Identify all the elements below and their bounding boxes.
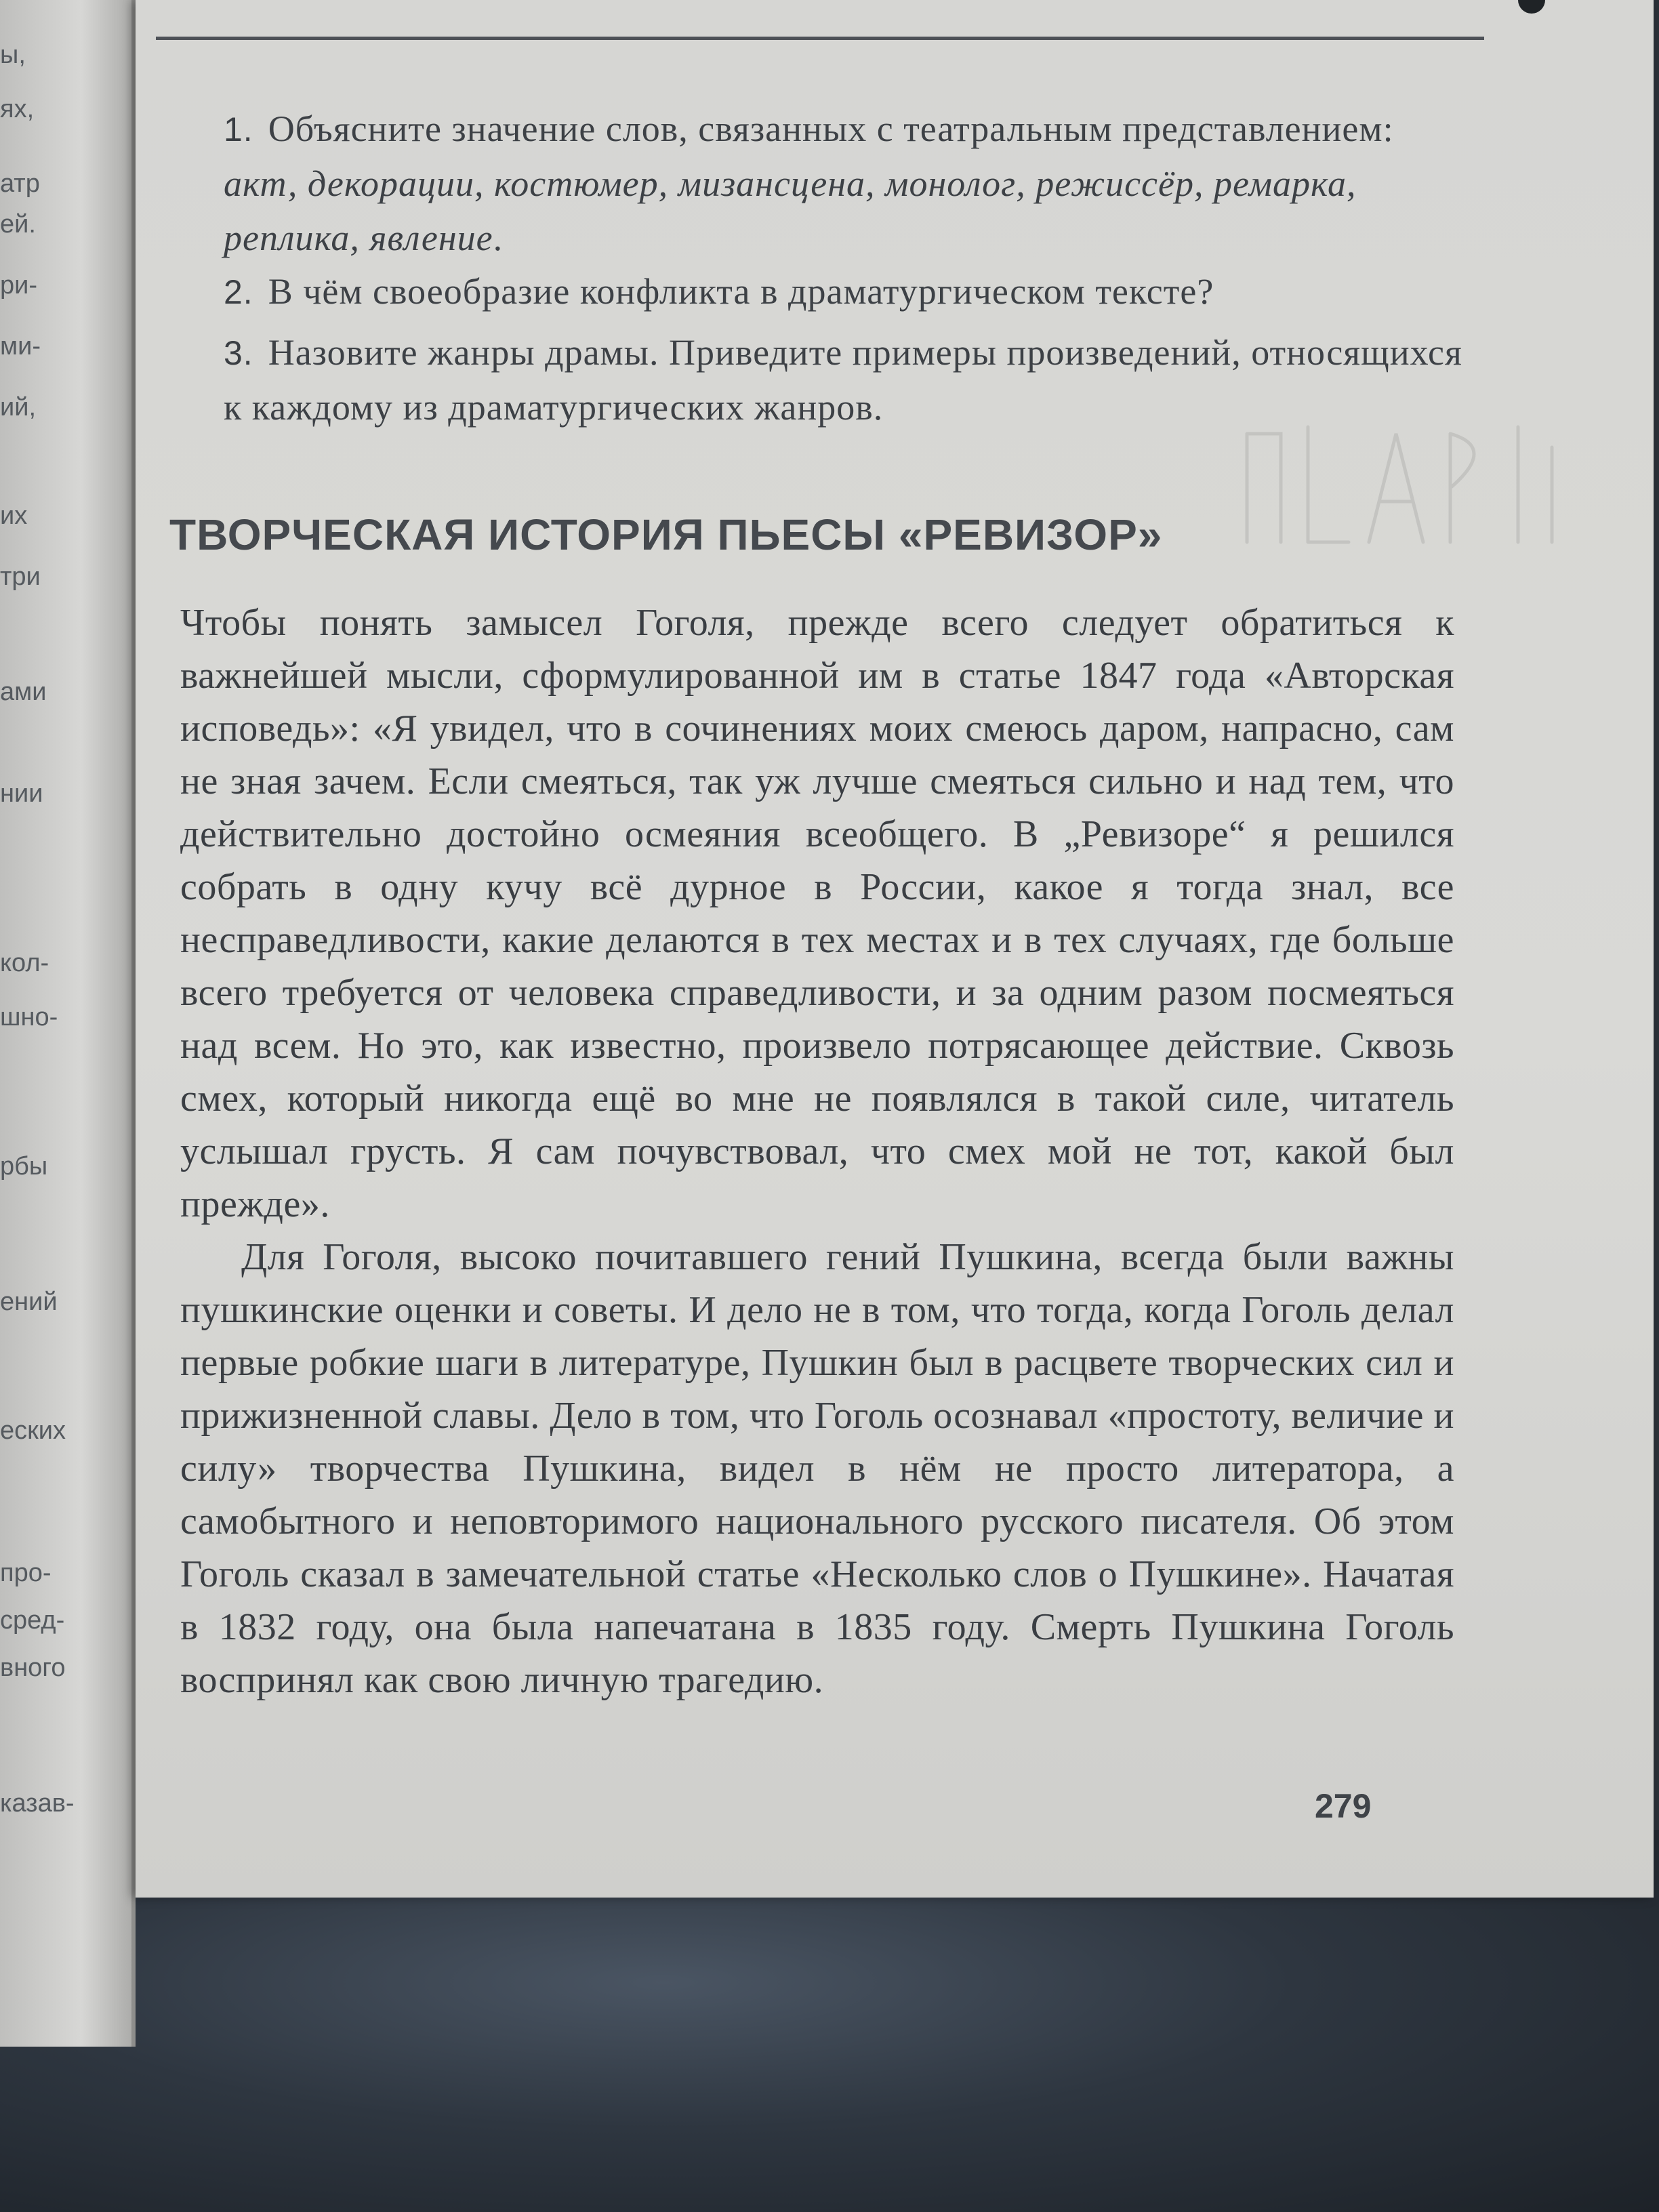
paragraph: Чтобы понять замысел Гоголя, прежде всего следует обратиться к важнейшей мысли, сформулированной им в статье 1847 года «Авторская исповедь»: «Я увидел, что в сочинениях моих смеюсь даром, напрасно, сам не зная зачем. Если смеяться, так уж лучше смеяться сильно и над тем, что действительно достойно осмеяния всеобщего. В „Ревизоре“ я решился собрать в одну кучу всё дурное в России, какое я тогда знал, все несправедливости, какие делаются в тех местах и в тех случаях, где больше всего требуется от человека справедливости, и за одним разом посмеяться над всем. Но это, как известно, произвело потрясающее действие. Сквозь смех, который никогда ещё во мне не появлялся в такой силе, читатель услышал грусть. Я сам почувствовал, что смех мой не тот, какой был прежде». [180, 602, 1454, 1225]
left-fragment: ей. [0, 210, 36, 239]
left-fragment: ий, [0, 393, 37, 422]
question-number: 2. [224, 273, 253, 311]
left-fragment: ений [0, 1288, 58, 1316]
left-fragment: их [0, 501, 28, 530]
question-text: В чём своеобразие конфликта в драматургическом тексте? [268, 271, 1214, 312]
left-fragment: нии [0, 779, 43, 808]
question-2 [224, 264, 1477, 319]
question-tail: . [493, 218, 504, 258]
left-fragment: ы, [0, 41, 26, 69]
page-number: 279 [1315, 1787, 1372, 1825]
left-fragment: рбы [0, 1152, 48, 1181]
top-edge-mark [1518, 0, 1545, 14]
previous-page-edge [0, 0, 136, 2047]
left-fragment: три [0, 562, 41, 591]
top-rule [156, 37, 1484, 40]
left-fragment: ри- [0, 271, 38, 300]
question-text: Назовите жанры драмы. Приведите примеры произведений, относящихся к каждому из драматургических жанров. [224, 332, 1462, 428]
question-text: Объясните значение слов, связанных с театральным представлением: [268, 108, 1394, 149]
question-1 [224, 102, 1477, 265]
left-fragment: атр [0, 169, 40, 198]
left-fragment: кол- [0, 949, 49, 977]
book-page [136, 0, 1654, 1898]
left-fragment: сред- [0, 1606, 65, 1635]
main-text [180, 596, 1454, 1706]
left-fragment: еских [0, 1416, 66, 1445]
left-fragment: вного [0, 1654, 66, 1682]
left-fragment: ях, [0, 95, 35, 123]
paragraph: Для Гоголя, высоко почитавшего гений Пушкина, всегда были важны пушкинские оценки и советы. И дело не в том, что тогда, когда Гоголь делал первые робкие шаги в литературе, Пушкин был в расцвете творческих сил и прижизненной славы. Дело в том, что Гоголь осознавал «простоту, величие и силу» творчества Пушкина, видел в нём не просто литератора, а самобытного и неповторимого национального русского писателя. Об этом Гоголь сказал в замечательной статье «Несколько слов о Пушкине». Начатая в 1832 году, она была напечатана в 1835 году. Смерть Пушкина Гоголь воспринял как свою личную трагедию. [180, 1236, 1454, 1701]
left-fragment: ами [0, 678, 47, 706]
question-italic-terms: акт, декорации, костюмер, мизансцена, монолог, режиссёр, ремарка, реплика, явление [224, 163, 1357, 258]
left-fragment: шно- [0, 1003, 58, 1031]
left-fragment: про- [0, 1559, 52, 1587]
left-fragment: ми- [0, 332, 41, 361]
question-number: 3. [224, 334, 253, 372]
section-heading: ТВОРЧЕСКАЯ ИСТОРИЯ ПЬЕСЫ «РЕВИЗОР» [169, 510, 1163, 559]
left-fragment: казав- [0, 1789, 75, 1818]
question-number: 1. [224, 110, 253, 148]
